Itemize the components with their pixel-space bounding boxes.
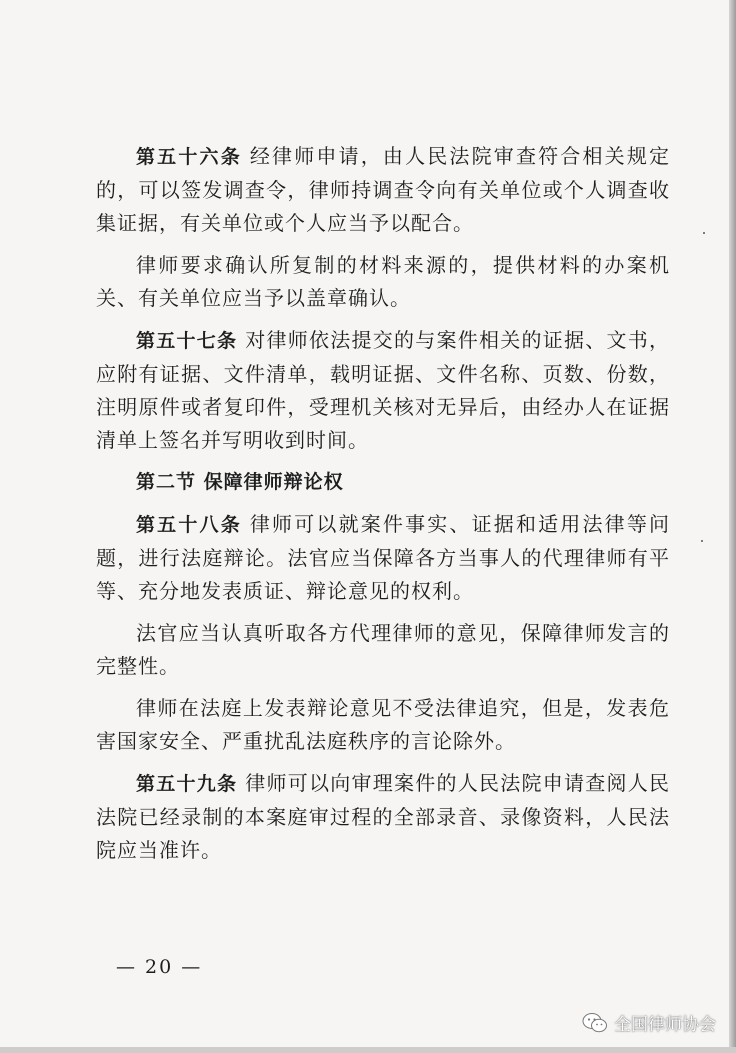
- paragraph-article-56: [96, 140, 670, 240]
- watermark-label: 全国律师协会: [614, 1015, 716, 1035]
- article-number: 第五十八条: [136, 514, 242, 536]
- article-number: 第五十七条: [136, 330, 238, 352]
- article-number: 第五十九条: [136, 773, 238, 795]
- paragraph-text: 律师可以就案件事实、证据和适用法律等问题，进行法庭辩论。法官应当保障各方当事人的代理律师有平等、充分地发表质证、辩论意见的权利。: [96, 512, 670, 603]
- watermark: [582, 1010, 716, 1035]
- paragraph-text: 经律师申请，由人民法院审查符合相关规定的，可以签发调查令，律师持调查令向有关单位或个人调查收集证据，有关单位或个人应当予以配合。: [96, 144, 670, 235]
- article-number: 第五十六条: [136, 146, 242, 168]
- scan-speck: [701, 540, 703, 542]
- paragraph-text: 律师要求确认所复制的材料来源的，提供材料的办案机关、有关单位应当予以盖章确认。: [96, 253, 670, 310]
- paragraph-material-confirmation: [96, 249, 670, 315]
- document-body: [96, 140, 670, 867]
- paragraph-text: 法官应当认真听取各方代理律师的意见，保障律师发言的完整性。: [96, 621, 670, 678]
- paragraph-article-58: [96, 508, 670, 608]
- scan-edge-right: [729, 0, 736, 1053]
- paragraph-text: 律师在法庭上发表辩论意见不受法律追究，但是，发表危害国家安全、严重扰乱法庭秩序的言论除外。: [96, 696, 670, 753]
- paragraph-judge-listening: [96, 617, 670, 683]
- paragraph-article-59: [96, 767, 670, 867]
- wechat-icon: [582, 1012, 608, 1034]
- paragraph-debate-immunity: [96, 692, 670, 758]
- paragraph-text: 律师可以向审理案件的人民法院申请查阅人民法院已经录制的本案庭审过程的全部录音、录像资料，人民法院应当准许。: [96, 771, 670, 862]
- scan-edge-bottom: [0, 1047, 736, 1053]
- section-heading: 第二节 保障律师辩论权: [136, 471, 344, 493]
- page-number: — 20 —: [116, 956, 203, 978]
- scan-speck: [703, 232, 705, 234]
- paragraph-text: 对律师依法提交的与案件相关的证据、文书，应附有证据、文件清单，载明证据、文件名称、页数、份数，注明原件或者复印件，受理机关核对无异后，由经办人在证据清单上签名并写明收到时间。: [96, 328, 670, 452]
- paragraph-article-57: [96, 324, 670, 457]
